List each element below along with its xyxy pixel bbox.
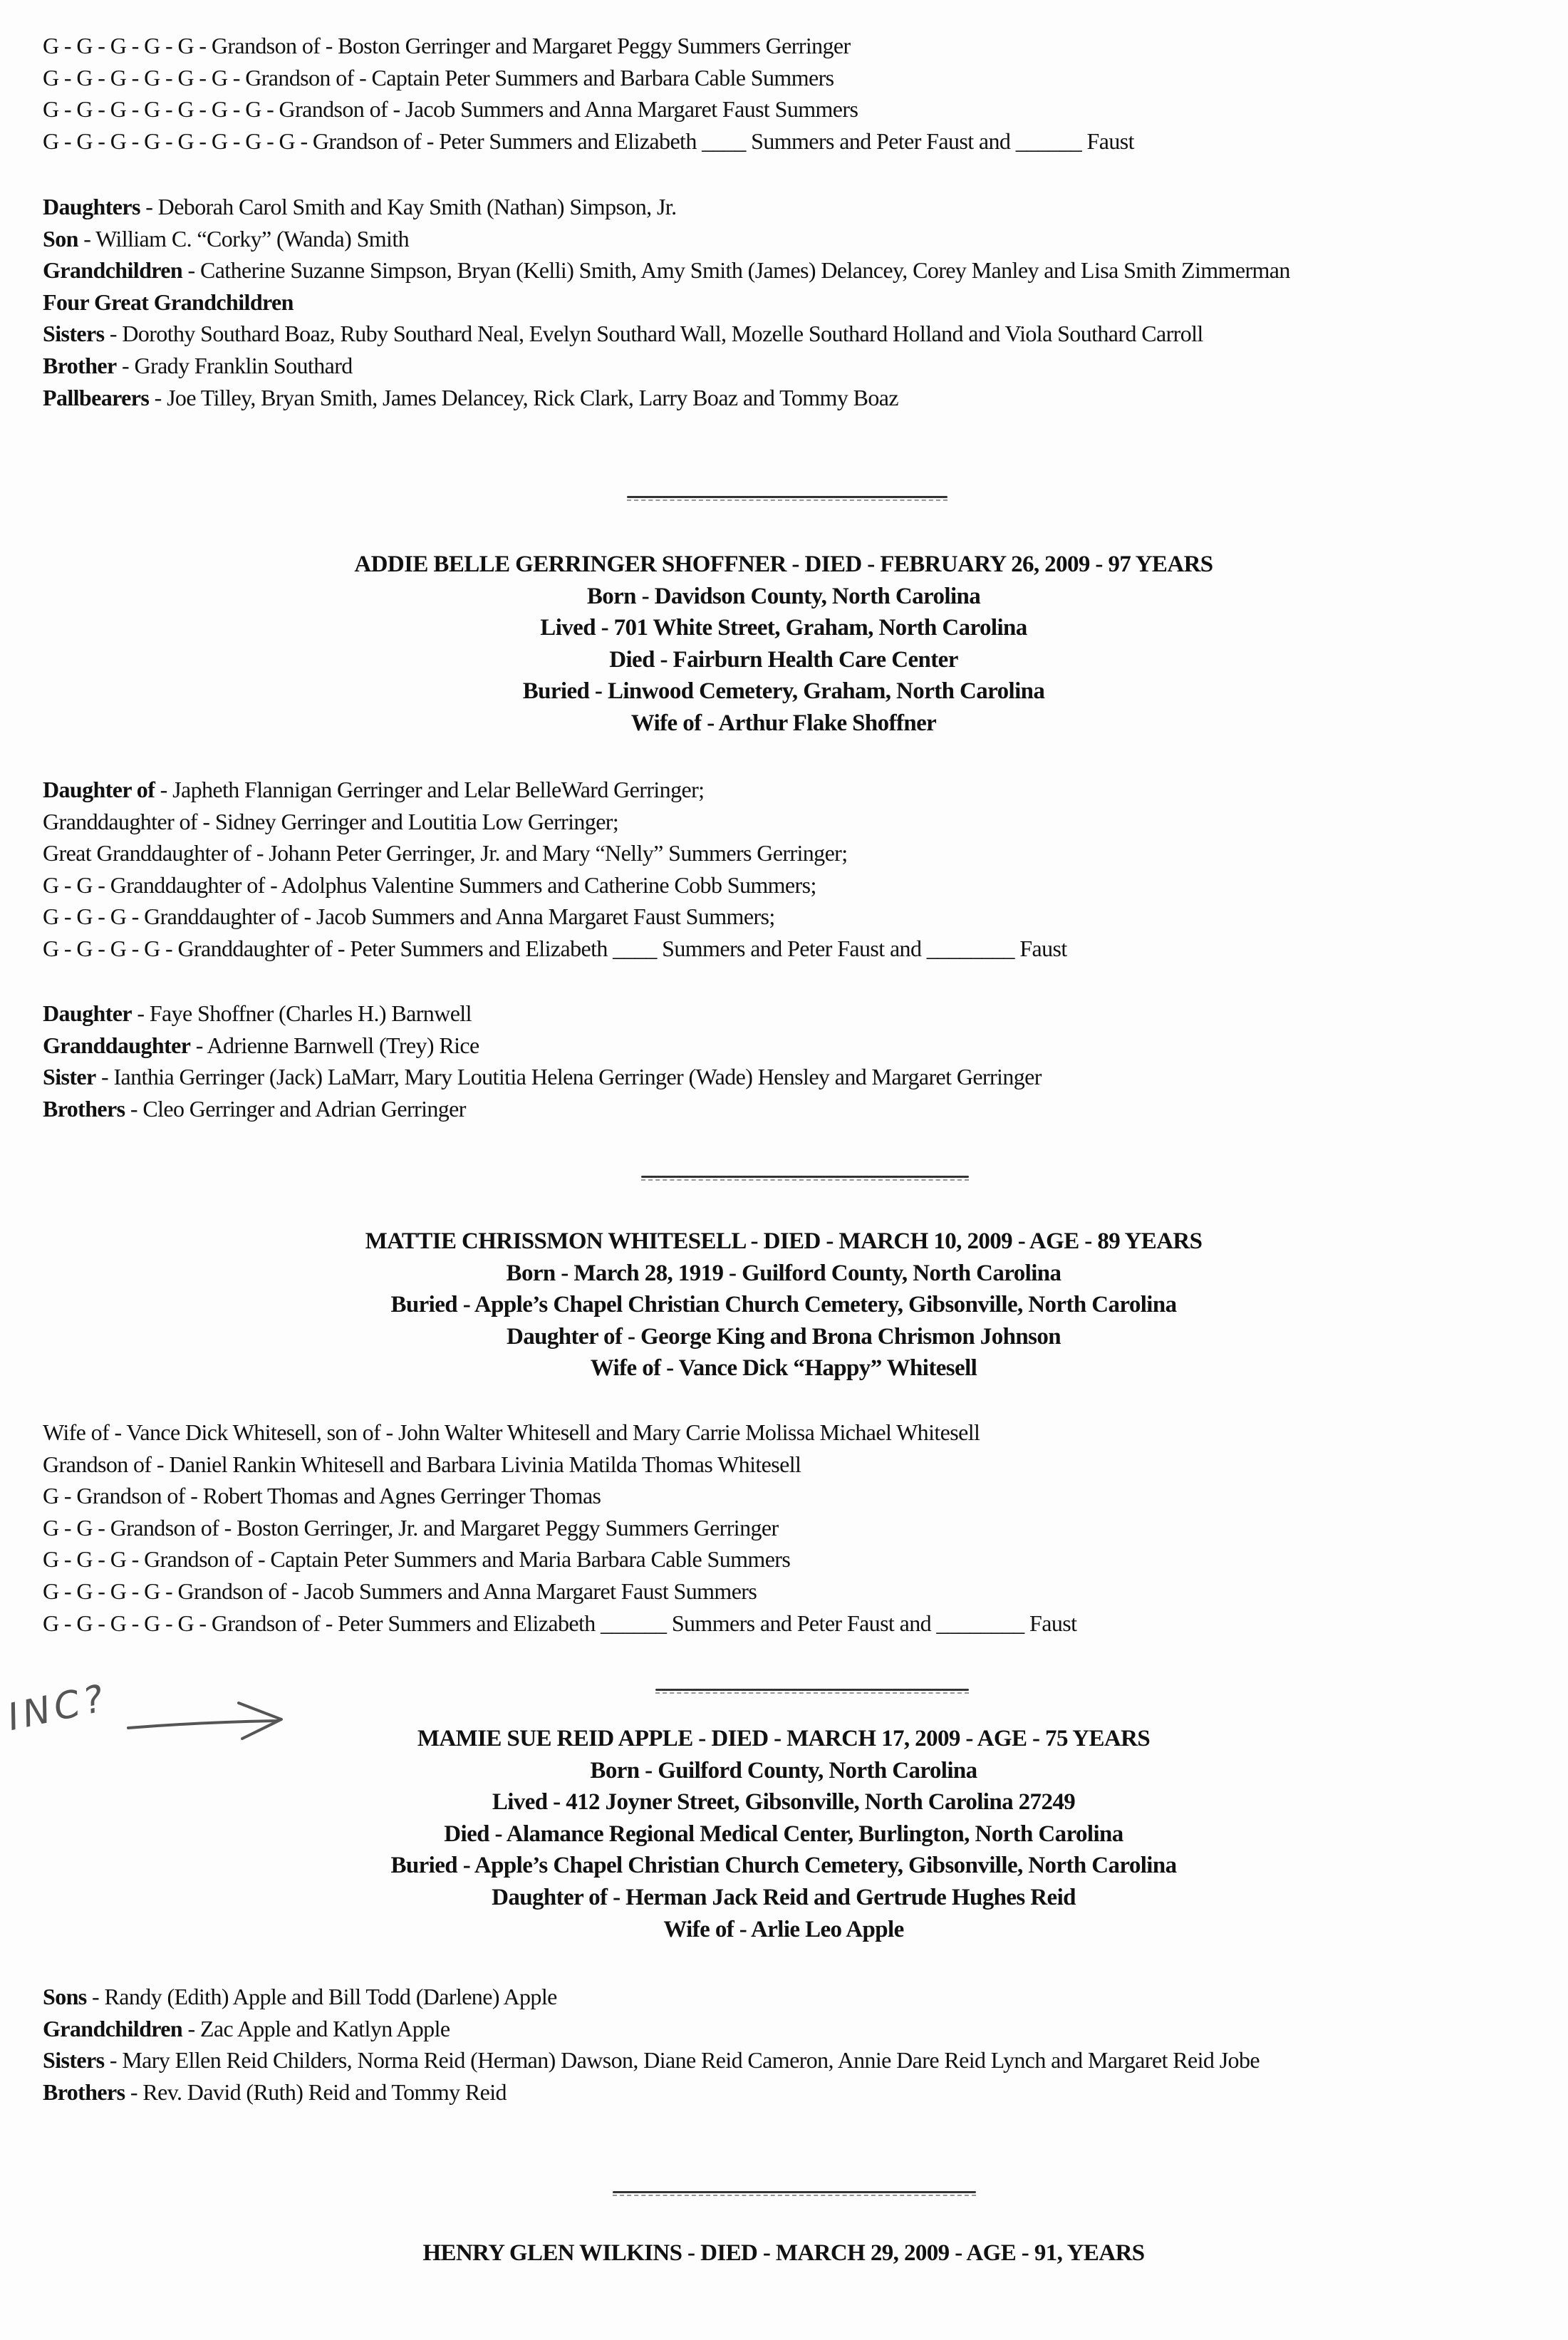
family-line <box>43 1981 1525 2013</box>
family-line <box>43 191 1525 223</box>
lineage-line: G - G - G - G - Grandson of - Jacob Summers and Anna Margaret Faust Summers <box>43 1578 757 1604</box>
header-line: Died - Fairburn Health Care Center <box>609 646 958 673</box>
family-text: - Deborah Carol Smith and Kay Smith (Nathan) Simpson, Jr. <box>140 194 677 219</box>
family-label: Brothers <box>43 2078 125 2105</box>
family-line <box>43 1030 1525 1062</box>
header-line: Born - March 28, 1919 - Guilford County, North Carolina <box>506 1260 1061 1286</box>
header-line: Wife of - Arthur Flake Shoffner <box>630 710 937 736</box>
annotation-text: INC? <box>4 1676 112 1740</box>
family-line <box>43 350 1525 382</box>
section-divider <box>627 496 947 498</box>
henry-header <box>43 2237 1525 2269</box>
lineage-line: G - G - G - G - G - G - G - Grandson of - Jacob Summers and Anna Margaret Faust Summers <box>43 96 858 123</box>
header-line: Lived - 701 White Street, Graham, North Carolina <box>540 615 1027 641</box>
header-line: Born - Guilford County, North Carolina <box>590 1757 977 1784</box>
header-line: Buried - Apple’s Chapel Christian Church Cemetery, Gibsonville, North Carolina <box>390 1853 1177 1879</box>
family-top <box>43 191 1525 413</box>
header-line: Wife of - Arlie Leo Apple <box>663 1916 904 1942</box>
family-line <box>43 286 1525 319</box>
header-line: Born - Davidson County, North Carolina <box>586 583 981 609</box>
family-label: Sisters <box>43 321 105 347</box>
obituary-title: MATTIE CHRISSMON WHITESELL - DIED - MARCH 10, 2009 - AGE - 89 YEARS <box>365 1228 1203 1254</box>
lineage-label: Daughter of <box>43 777 155 802</box>
header-line: Wife of - Vance Dick “Happy” Whitesell <box>590 1355 977 1382</box>
obituary-title: ADDIE BELLE GERRINGER SHOFFNER - DIED - FEBRUARY 26, 2009 - 97 YEARS <box>354 552 1213 577</box>
header-line: Lived - 412 Joyner Street, Gibsonville, North Carolina 27249 <box>492 1789 1076 1816</box>
lineage-line: Great Granddaughter of - Johann Peter Gerringer, Jr. and Mary “Nelly” Summers Gerringer; <box>43 840 848 866</box>
mamie-header <box>43 1723 1525 1945</box>
family-label: Daughters <box>43 194 140 219</box>
lineage-line: Wife of - Vance Dick Whitesell, son of - John Walter Whitesell and Mary Carrie Molissa Michael Whitesell <box>43 1419 980 1445</box>
lineage-line: G - G - G - G - G - G - G - G - Grandson of - Peter Summers and Elizabeth ____ Summers and Peter Faust and ______ Faust <box>43 128 1134 154</box>
family-line <box>43 382 1525 414</box>
family-label: Brothers <box>43 1095 125 1122</box>
family-line <box>43 318 1525 350</box>
family-line <box>43 1061 1525 1093</box>
obituary-title: MAMIE SUE REID APPLE - DIED - MARCH 17, 2009 - AGE - 75 YEARS <box>417 1726 1151 1751</box>
family-text: - Catherine Suzanne Simpson, Bryan (Kelli) Smith, Amy Smith (James) Delancey, Corey Manley and Lisa Smith Zimmerman <box>182 257 1290 284</box>
family-label: Grandchildren <box>43 257 183 284</box>
family-text: - Zac Apple and Katlyn Apple <box>182 2015 450 2041</box>
lineage-line: Grandson of - Daniel Rankin Whitesell and Barbara Livinia Matilda Thomas Whitesell <box>43 1451 801 1477</box>
mattie-header <box>43 1226 1525 1384</box>
family-text: - Dorothy Southard Boaz, Ruby Southard Neal, Evelyn Southard Wall, Mozelle Southard Holland and Viola Southard Carroll <box>104 321 1203 347</box>
family-label: Granddaughter <box>43 1032 191 1058</box>
lineage-line <box>43 774 1525 806</box>
addie-family <box>43 998 1525 1124</box>
family-label: Pallbearers <box>43 384 150 410</box>
lineage-line: G - G - G - G - G - Grandson of - Boston Gerringer and Margaret Peggy Summers Gerringer <box>43 33 851 58</box>
obituary-title: HENRY GLEN WILKINS - DIED - MARCH 29, 2009 - AGE - 91, YEARS <box>422 2240 1145 2266</box>
family-line <box>43 254 1489 286</box>
mamie-family <box>43 1981 1525 2108</box>
family-label: Four Great Grandchildren <box>43 289 294 315</box>
lineage-line: G - G - G - Grandson of - Captain Peter Summers and Maria Barbara Cable Summers <box>43 1546 791 1573</box>
family-text: - Cleo Gerringer and Adrian Gerringer <box>125 1095 466 1122</box>
family-line <box>43 1093 1525 1125</box>
family-text: - Adrienne Barnwell (Trey) Rice <box>190 1032 479 1058</box>
lineage-line: Granddaughter of - Sidney Gerringer and Loutitia Low Gerringer; <box>43 808 619 834</box>
lineage-top <box>43 30 1525 157</box>
lineage-line: G - G - G - G - G - Grandson of - Peter Summers and Elizabeth ______ Summers and Peter Faust and ________ Faust <box>43 1610 1077 1636</box>
lineage-line: G - Grandson of - Robert Thomas and Agnes Gerringer Thomas <box>43 1483 601 1509</box>
section-divider <box>613 2191 976 2193</box>
lineage-text: - Japheth Flannigan Gerringer and Lelar BelleWard Gerringer; <box>155 777 705 802</box>
section-divider <box>641 1176 969 1178</box>
family-line <box>43 998 1525 1030</box>
section-divider <box>655 1689 969 1691</box>
lineage-line: G - G - G - G - G - G - Grandson of - Captain Peter Summers and Barbara Cable Summers <box>43 64 834 90</box>
family-text: - Faye Shoffner (Charles H.) Barnwell <box>131 1000 472 1026</box>
family-line <box>43 2044 1517 2076</box>
family-label: Sister <box>43 1064 96 1090</box>
lineage-line: G - G - G - Granddaughter of - Jacob Summers and Anna Margaret Faust Summers; <box>43 904 775 930</box>
family-label: Sons <box>43 1984 87 2009</box>
family-text: - Grady Franklin Southard <box>116 352 353 378</box>
family-line <box>43 223 1525 255</box>
header-line: Died - Alamance Regional Medical Center, Burlington, North Carolina <box>444 1821 1123 1847</box>
lineage-line: G - G - G - G - Granddaughter of - Peter Summers and Elizabeth ____ Summers and Peter Faust and ________ Faust <box>43 935 1067 961</box>
header-line: Daughter of - Herman Jack Reid and Gertrude Hughes Reid <box>492 1884 1076 1910</box>
family-text: - Mary Ellen Reid Childers, Norma Reid (Herman) Dawson, Diane Reid Cameron, Annie Dare Reid Lynch and Margaret Reid Jobe <box>104 2047 1260 2074</box>
lineage-line: G - G - Granddaughter of - Adolphus Valentine Summers and Catherine Cobb Summers; <box>43 871 816 898</box>
mattie-lineage <box>43 1417 1525 1639</box>
family-text: - William C. “Corky” (Wanda) Smith <box>78 225 410 252</box>
family-label: Grandchildren <box>43 2015 183 2041</box>
family-line <box>43 2013 1525 2045</box>
family-text: - Ianthia Gerringer (Jack) LaMarr, Mary Loutitia Helena Gerringer (Wade) Hensley and Margaret Gerringer <box>95 1064 1042 1090</box>
lineage-line: G - G - Grandson of - Boston Gerringer, Jr. and Margaret Peggy Summers Gerringer <box>43 1514 779 1541</box>
family-text: - Rev. David (Ruth) Reid and Tommy Reid <box>125 2078 507 2105</box>
family-label: Son <box>43 225 78 252</box>
family-line <box>43 2076 1525 2108</box>
header-line: Buried - Apple’s Chapel Christian Church Cemetery, Gibsonville, North Carolina <box>390 1292 1177 1318</box>
header-line: Daughter of - George King and Brona Chrismon Johnson <box>506 1323 1061 1350</box>
addie-header <box>43 549 1525 740</box>
family-label: Brother <box>43 352 117 378</box>
header-line: Buried - Linwood Cemetery, Graham, North Carolina <box>522 678 1045 705</box>
family-text: - Joe Tilley, Bryan Smith, James Delancey, Rick Clark, Larry Boaz and Tommy Boaz <box>149 384 898 410</box>
addie-lineage <box>43 774 1525 965</box>
family-text: - Randy (Edith) Apple and Bill Todd (Darlene) Apple <box>86 1984 557 2009</box>
family-label: Daughter <box>43 1000 132 1026</box>
family-label: Sisters <box>43 2047 105 2074</box>
